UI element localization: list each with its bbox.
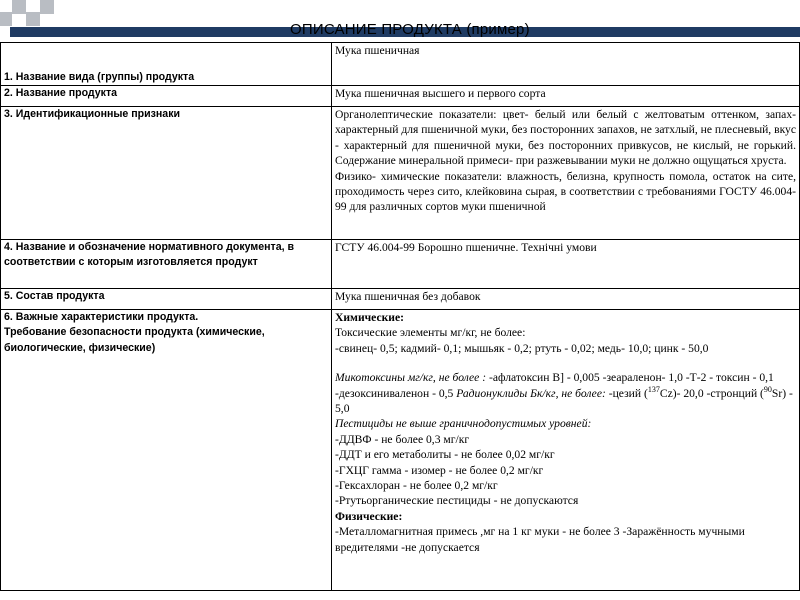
- decor-square: [12, 0, 26, 14]
- physicochemical-text: Физико- химические показатели: влажность, белизна, крупность помола, остаток на сите, проходимость через сито, клейковина сырая, в соответствии с требованиями ГОСТУ 46.004-99 для различных сортов муки пшеничной: [335, 169, 796, 214]
- row-value: Мука пшеничная: [332, 43, 800, 86]
- row-value: [332, 107, 800, 240]
- row-value: Мука пшеничная высшего и первого сорта: [332, 86, 800, 107]
- pesticide-item: -ДДВФ - не более 0,3 мг/кг: [335, 432, 470, 446]
- pesticide-item: -ДДТ и его метаболиты - не более 0,02 мг/кг: [335, 448, 555, 462]
- row-value: ГСТУ 46.004-99 Борошно пшеничне. Технічні умови: [332, 240, 800, 289]
- table-row: [1, 43, 800, 86]
- physical-text: -Металломагнитная примесь ,мг на 1 кг муки - не более 3 -Заражённость мучными вредителями -не допускается: [335, 525, 745, 554]
- table-row: [1, 240, 800, 289]
- decor-square: [40, 0, 54, 14]
- pesticide-item: -Гексахлоран - не более 0,2 мг/кг: [335, 479, 498, 493]
- row-label-line: 6. Важные характеристики продукта.: [4, 311, 199, 323]
- mycotoxin-radionuclide-text: [335, 370, 796, 416]
- isotope-number: 137: [647, 384, 660, 394]
- radionuclide-label: Радионуклиды Бк/кг, не более:: [456, 386, 606, 400]
- row-value: [332, 310, 800, 591]
- decor-square: [0, 12, 12, 26]
- decor-square: [26, 12, 40, 26]
- radionuclide-value: Sr) - 5,0: [335, 386, 793, 416]
- row-label: [1, 310, 332, 591]
- row-label: 2. Название продукта: [1, 86, 332, 107]
- pesticides-header: Пестициды не выше граничнодопустимых уровней:: [335, 417, 592, 431]
- mycotoxin-label: Микотоксины мг/кг, не более :: [335, 371, 487, 385]
- table-row: [1, 310, 800, 591]
- radionuclide-value: -цезий (: [605, 386, 648, 400]
- row-label-line: Требование безопасности продукта (химические, биологические, физические): [4, 326, 265, 354]
- toxic-intro: Токсические элементы мг/кг, не более:: [335, 326, 526, 340]
- organoleptic-text: Органолептические показатели: цвет- белый или белый с желтоватым оттенком, запах- характерный для пшеничной муки, без посторонних запахов, не затхлый, не плесневый, вкус - характерный для пшеничной муки, без посторонних привкусов, не кислый, не горький. Содержание минеральной примеси- при разжевывании муки не должно ощущаться хруста.: [335, 108, 796, 168]
- radionuclide-value: Cz)- 20,0 -стронций (: [659, 386, 764, 400]
- table-row: [1, 289, 800, 310]
- row-label: 4. Название и обозначение нормативного документа, в соответствии с которым изготовляется продукт: [1, 240, 332, 289]
- row-label: 5. Состав продукта: [1, 289, 332, 310]
- row-value: Мука пшеничная без добавок: [332, 289, 800, 310]
- table-row: [1, 86, 800, 107]
- product-description-table: [0, 42, 800, 591]
- isotope-number: 90: [763, 384, 772, 394]
- pesticide-item: -Ртутьорганические пестициды - не допускаются: [335, 494, 579, 508]
- mycotoxin-values: -афлатоксин В] - 0,005 -зеараленон- 1,0 -Т-2 - токсин - 0,1 -дезоксиниваленон - 0,5: [335, 371, 774, 400]
- physical-header: Физические:: [335, 509, 403, 523]
- row-label: 3. Идентификационные признаки: [1, 107, 332, 240]
- toxic-values: -свинец- 0,5; кадмий- 0,1; мышьяк - 0,2; ртуть - 0,02; медь- 10,0; цинк - 50,0: [335, 341, 709, 355]
- page-title: ОПИСАНИЕ ПРОДУКТА (пример): [290, 21, 530, 38]
- pesticide-item: -ГХЦГ гамма - изомер - не более 0,2 мг/кг: [335, 463, 544, 477]
- row-label: 1. Название вида (группы) продукта: [1, 43, 332, 86]
- table-row: [1, 107, 800, 240]
- chemical-header: Химические:: [335, 311, 404, 324]
